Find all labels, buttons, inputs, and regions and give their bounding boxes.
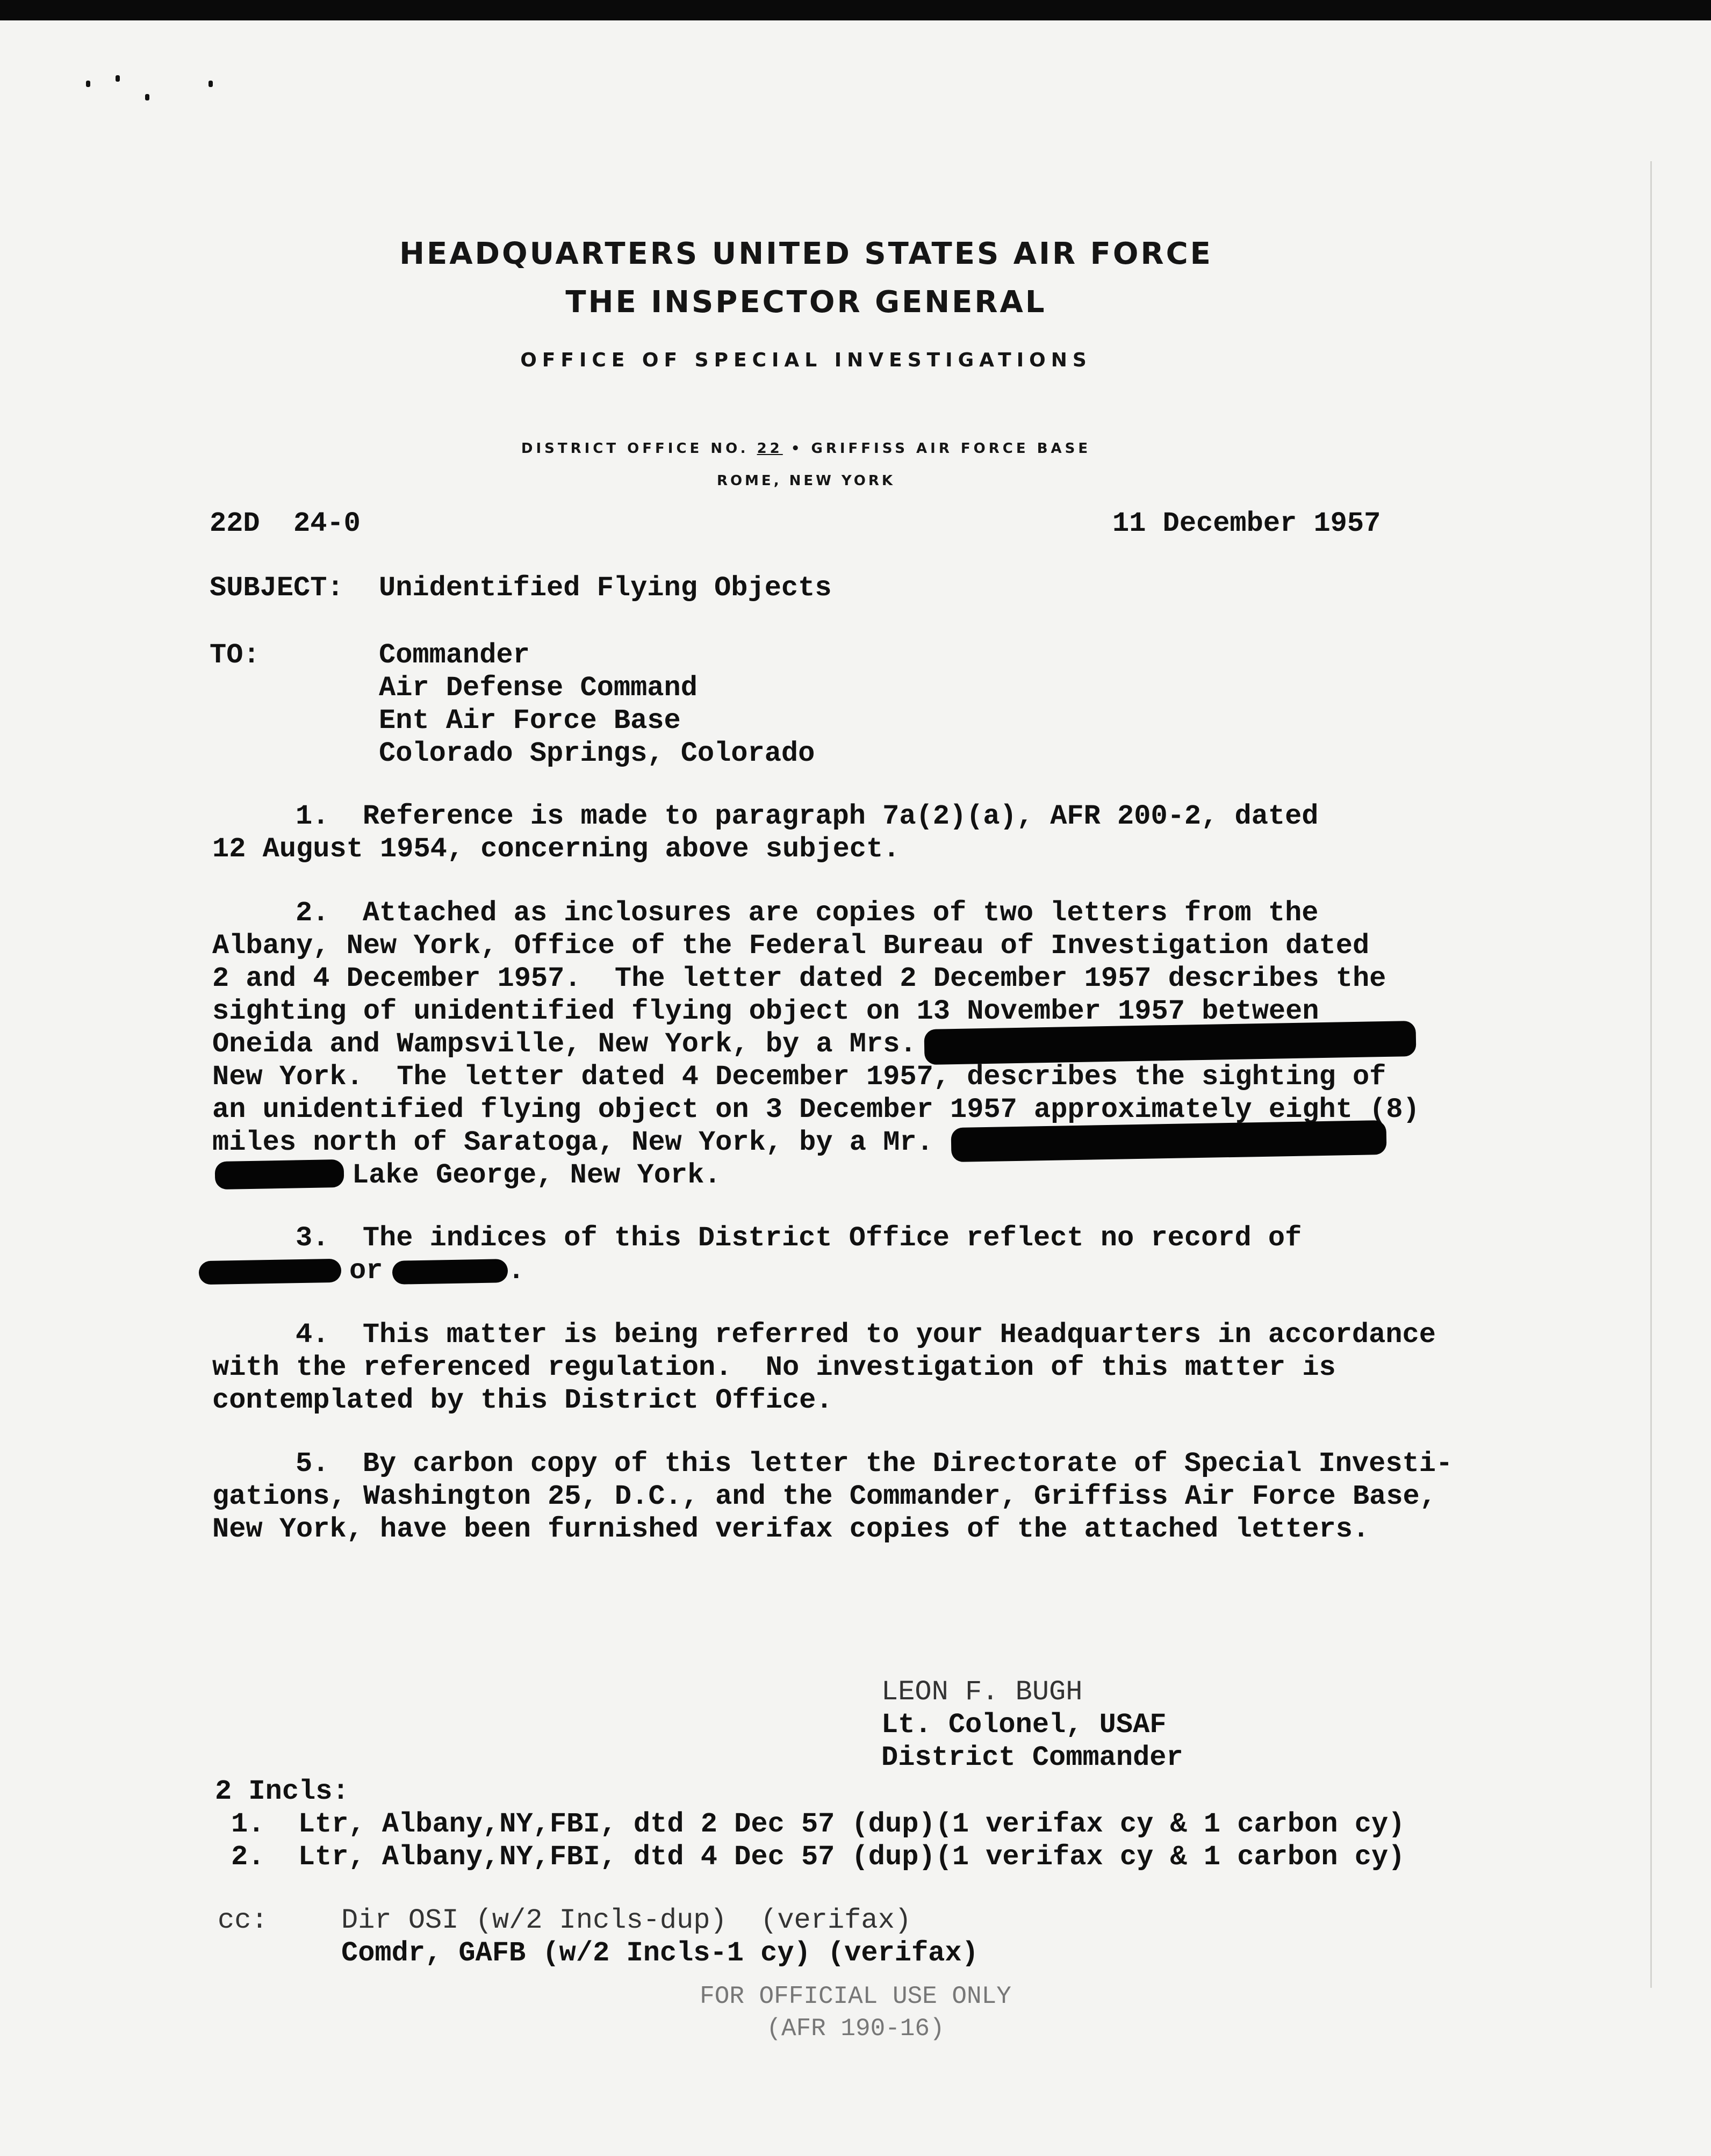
para-3-conjunction: or: [349, 1255, 383, 1287]
to-line: Colorado Springs, Colorado: [379, 738, 815, 769]
signature-title: District Commander: [881, 1742, 1183, 1773]
para-2-line: 2. Attached as inclosures are copies of two letters from the: [296, 897, 1319, 929]
inclosures-label: 2 Incls:: [215, 1776, 349, 1807]
to-label: TO:: [210, 639, 260, 671]
para-2-line: Lake George, New York.: [352, 1159, 721, 1191]
subject-label: SUBJECT:: [210, 572, 344, 604]
signature-rank: Lt. Colonel, USAF: [881, 1709, 1167, 1741]
redaction-mark: [951, 1120, 1387, 1162]
cc-line: Dir OSI (w/2 Incls-dup) (verifax): [341, 1905, 911, 1936]
letterhead-office: OFFICE OF SPECIAL INVESTIGATIONS: [520, 349, 1092, 371]
scan-speck: [209, 81, 213, 87]
scan-speck: [86, 81, 90, 87]
para-2-line: Albany, New York, Office of the Federal Bureau of Investigation dated: [212, 930, 1370, 962]
para-2-line: 2 and 4 December 1957. The letter dated 2 December 1957 describes the: [212, 963, 1386, 994]
letter-date: 11 December 1957: [1112, 508, 1381, 539]
signature-name: LEON F. BUGH: [881, 1676, 1083, 1708]
scan-speck: [116, 75, 120, 82]
para-2-line: New York. The letter dated 4 December 1957, describes the sighting of: [212, 1061, 1386, 1093]
para-3-line: 3. The indices of this District Office reflect no record of: [296, 1222, 1302, 1254]
cc-label: cc:: [218, 1905, 268, 1936]
subject-text: Unidentified Flying Objects: [379, 572, 832, 604]
to-line: Ent Air Force Base: [379, 705, 681, 737]
para-2-line: Oneida and Wampsville, New York, by a Mrs.: [212, 1028, 917, 1060]
para-3-period: .: [508, 1255, 525, 1287]
letterhead-district: DISTRICT OFFICE NO. 22 • GRIFFISS AIR FORCE BASE: [521, 441, 1091, 457]
para-2-line: sighting of unidentified flying object on 13 November 1957 between: [212, 996, 1319, 1027]
file-number: 22D 24-0: [210, 508, 361, 539]
para-1-line: 12 August 1954, concerning above subject.: [212, 833, 900, 865]
para-5-line: New York, have been furnished verifax copies of the attached letters.: [212, 1513, 1370, 1545]
para-2-line: miles north of Saratoga, New York, by a Mr.: [212, 1127, 933, 1158]
cc-line: Comdr, GAFB (w/2 Incls-1 cy) (verifax): [341, 1937, 979, 1969]
redaction-mark: [199, 1259, 342, 1285]
to-line: Air Defense Command: [379, 672, 698, 704]
footer-regulation: (AFR 190-16): [766, 2015, 945, 2043]
para-5-line: 5. By carbon copy of this letter the Directorate of Special Investi-: [296, 1448, 1453, 1480]
para-4-line: contemplated by this District Office.: [212, 1385, 833, 1416]
to-line: Commander: [379, 639, 530, 671]
letterhead-location: ROME, NEW YORK: [716, 473, 896, 489]
inclosure-item: 1. Ltr, Albany,NY,FBI, dtd 2 Dec 57 (dup)(1 verifax cy & 1 carbon cy): [231, 1808, 1405, 1840]
scan-speck: [145, 94, 149, 100]
scan-top-border: [0, 0, 1711, 20]
letterhead-line-1: HEADQUARTERS UNITED STATES AIR FORCE: [399, 236, 1213, 271]
para-4-line: with the referenced regulation. No investigation of this matter is: [212, 1352, 1336, 1383]
redaction-mark: [215, 1159, 344, 1189]
district-number: 22: [757, 441, 783, 457]
scan-edge-shadow: [1650, 161, 1652, 1988]
para-5-line: gations, Washington 25, D.C., and the Commander, Griffiss Air Force Base,: [212, 1481, 1436, 1512]
para-1-line: 1. Reference is made to paragraph 7a(2)(a), AFR 200-2, dated: [296, 801, 1319, 832]
letterhead-line-2: THE INSPECTOR GENERAL: [565, 285, 1047, 320]
para-2-line: an unidentified flying object on 3 December 1957 approximately eight (8): [212, 1094, 1420, 1126]
footer-classification: FOR OFFICIAL USE ONLY: [700, 1982, 1011, 2010]
inclosure-item: 2. Ltr, Albany,NY,FBI, dtd 4 Dec 57 (dup)(1 verifax cy & 1 carbon cy): [231, 1841, 1405, 1873]
para-4-line: 4. This matter is being referred to your Headquarters in accordance: [296, 1319, 1436, 1351]
redaction-mark: [392, 1259, 508, 1285]
